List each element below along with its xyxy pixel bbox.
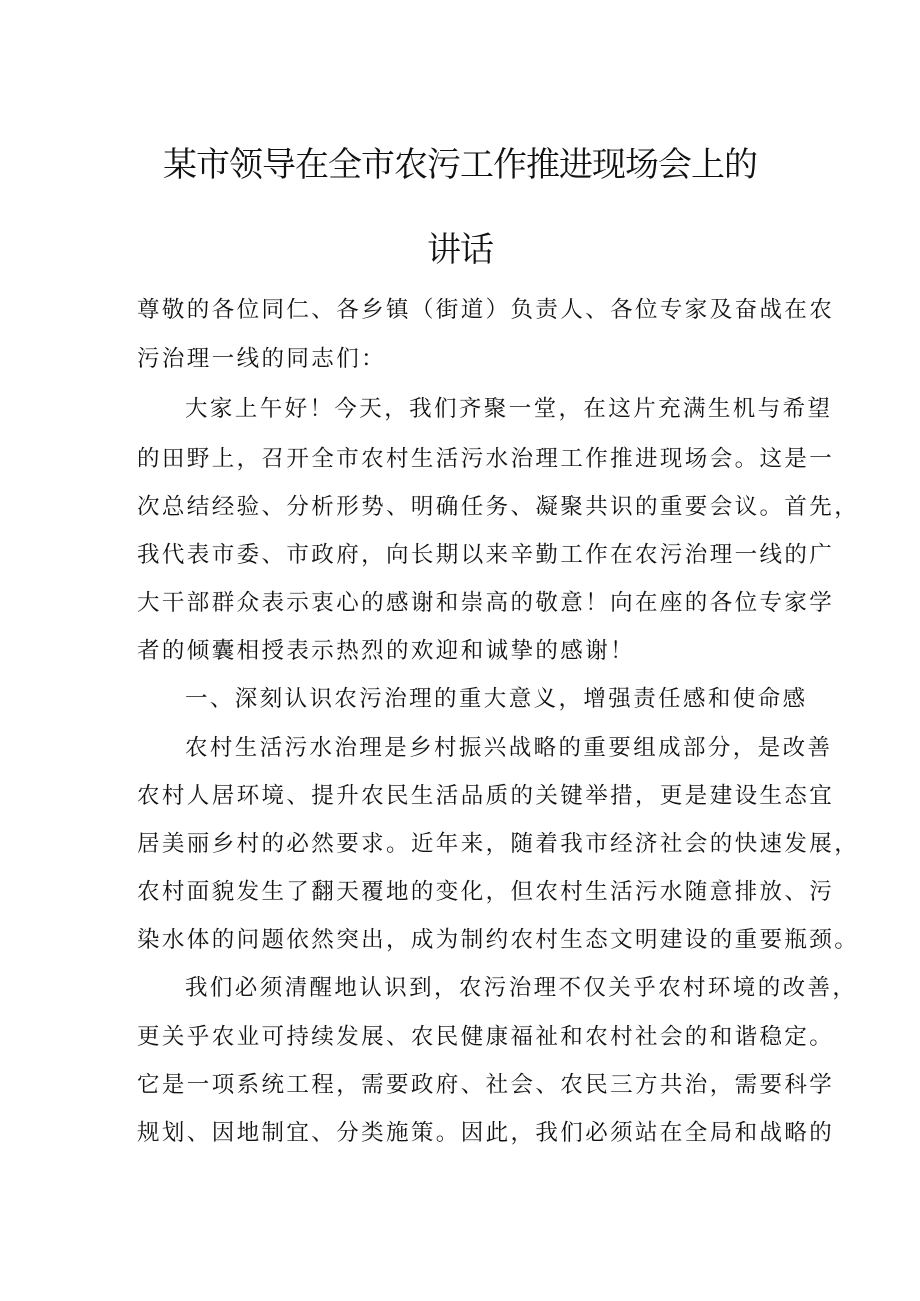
section-heading-1: 一、深刻认识农污治理的重大意义，增强责任感和使命感 (185, 686, 808, 712)
paragraph-1-line-6: 者的倾囊相授表示热烈的欢迎和诚挚的感谢！ (137, 638, 636, 664)
paragraph-1-line-4: 我代表市委、市政府，向长期以来辛勤工作在农污治理一线的广 (137, 542, 835, 568)
paragraph-3-line-4: 规划、因地制宜、分类施策。因此，我们必须站在全局和战略的 (137, 1120, 835, 1146)
paragraph-3-line-2: 更关乎农业可持续发展、农民健康福祉和农村社会的和谐稳定。 (137, 1024, 835, 1050)
paragraph-3-line-3: 它是一项系统工程，需要政府、社会、农民三方共治，需要科学 (137, 1072, 835, 1098)
paragraph-2-line-2: 农村人居环境、提升农民生活品质的关键举措，更是建设生态宜 (137, 783, 835, 809)
salutation-line-1: 尊敬的各位同仁、各乡镇（街道）负责人、各位专家及奋战在农 (137, 297, 835, 323)
paragraph-3-line-1: 我们必须清醒地认识到，农污治理不仅关乎农村环境的改善， (185, 975, 858, 1001)
paragraph-2-line-1: 农村生活污水治理是乡村振兴战略的重要组成部分，是改善 (185, 735, 833, 761)
paragraph-2-line-4: 农村面貌发生了翻天覆地的变化，但农村生活污水随意排放、污 (137, 879, 835, 905)
paragraph-1-line-3: 次总结经验、分析形势、明确任务、凝聚共识的重要会议。首先， (137, 494, 860, 520)
salutation-line-2: 污治理一线的同志们： (137, 346, 387, 372)
paragraph-2-line-5: 染水体的问题依然突出，成为制约农村生态文明建设的重要瓶颈。 (137, 927, 860, 953)
paragraph-1-line-1: 大家上午好！今天，我们齐聚一堂，在这片充满生机与希望 (185, 396, 833, 422)
paragraph-1-line-5: 大干部群众表示衷心的感谢和崇高的敬意！向在座的各位专家学 (137, 590, 835, 616)
document-title-line-2: 讲话 (427, 230, 493, 270)
paragraph-2-line-3: 居美丽乡村的必然要求。近年来，随着我市经济社会的快速发展， (137, 831, 860, 857)
paragraph-1-line-2: 的田野上，召开全市农村生活污水治理工作推进现场会。这是一 (137, 446, 835, 472)
document-title-line-1: 某市领导在全市农污工作推进现场会上的 (163, 145, 757, 185)
